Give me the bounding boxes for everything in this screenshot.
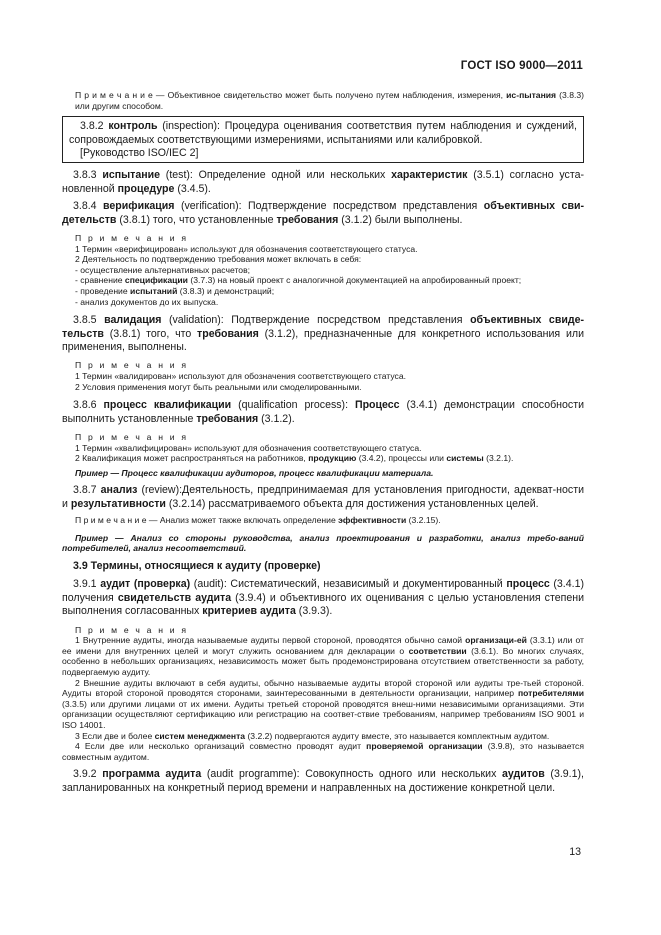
note-3-8-7: П р и м е ч а н и е — Анализ может также включать определение эффективности (3.2.15).	[75, 515, 441, 526]
example-3-8-6: Пример — Процесс квалификации аудиторов, процесс квалификации материала.	[75, 467, 434, 478]
page-content	[62, 90, 584, 799]
section-heading-3-9: 3.9 Термины, относящиеся к аудиту (проверке)	[73, 559, 321, 572]
note-label: П р и м е ч а н и е	[75, 90, 153, 100]
definition-box-3-8-2	[62, 116, 584, 163]
notes-label: П р и м е ч а н и я	[75, 233, 189, 244]
notes-3-8-6: П р и м е ч а н и я 1 Термин «квалифицирован» используют для обозначения соответствующего статуса. 2 Квалификация может распространяться на работников, продукцию (3.4.2), процессы или системы (3.2.1).	[75, 432, 514, 464]
definition-3-8-4: 3.8.4 верификация (verification): Подтверждение посредством представления объективных сви-детельств (3.8.1) того, что установленные требования (3.1.2) были выполнены.	[62, 200, 584, 226]
example-3-8-7: Пример — Анализ со стороны руководства, анализ проектирования и разработки, анализ требо-ваний потребителей, анализ несоответствий.	[62, 532, 584, 554]
doc-id-header: ГОСТ ISO 9000—2011	[460, 60, 583, 72]
definition-3-8-2: 3.8.2 контроль (inspection): Процедура оценивания соответствия путем наблюдения и суждений, сопровождаемых соответствующими измерениями, испытаниями или калибровкой.	[69, 120, 577, 146]
notes-3-8-4: П р и м е ч а н и я 1 Термин «верифицирован» используют для обозначения соответствующего статуса. 2 Деятельность по подтверждению требования может включать в себя: - осуществление альтернативных расчетов; - сравнение спецификации (3.7.3) на новый проект с аналогичной документацией на апробированный проект; - проведение испытаний (3.8.3) и демонстраций; - анализ документов до их выпуска.	[62, 233, 584, 307]
definition-3-8-3: 3.8.3 испытание (test): Определение одной или нескольких характеристик (3.5.1) согласно уста-новленной процедуре (3.4.5).	[62, 169, 584, 195]
notes-3-9-1: П р и м е ч а н и я 1 Внутренние аудиты, иногда называемые аудиты первой стороной, проводятся обычно самой организаци-ей (3.3.1) или от ее имени для внутренних целей и могут служить основанием для декларации о соответствии (3.6.1). Во многих случаях, особенно в небольших организациях, независимость может быть продемонстрирована отсутствием ответственности за работу, подвергаемую аудиту. 2 Внешние аудиты включают в себя аудиты, обычно называемые аудиты второй стороной или аудиты тре-тьей стороной. Аудиты второй стороной проводятся сторонами, заинтересованными в деятельности организации, например потребителями (3.3.5) или другими лицами от их имени. Аудиты третьей стороной проводятся внеш-ними независимыми организациями. Эти организации осуществляют сертификацию или регистрацию на соответ-ствие требованиям, например требованиям ISO 9001 и ISO 14001. 3 Если две и более систем менеджмента (3.2.2) подвергаются аудиту вместе, это называется комплектным аудитом. 4 Если две или несколько организаций совместно проводят аудит проверяемой организации (3.9.8), это называется совместным аудитом.	[62, 624, 584, 762]
definition-3-9-2: 3.9.2 программа аудита (audit programme): Совокупность одного или нескольких аудитов (3.9.1), запланированных на конкретный период времени и направленных на достижение конкретной цели.	[62, 768, 584, 794]
term: контроль	[108, 120, 158, 133]
definition-3-8-7: 3.8.7 анализ (review):Деятельность, предпринимаемая для установления пригодности, адекват-ности и результативности (3.2.14) рассматриваемого объекта для достижения установленных целей.	[62, 484, 584, 510]
definition-3-8-6: 3.8.6 процесс квалификации (qualification process): Процесс (3.4.1) демонстрации способности выполнить установленные требования (3.1.2).	[62, 399, 584, 425]
note-top: П р и м е ч а н и е — Объективное свидетельство может быть получено путем наблюдения, измерения, ис-пытания (3.8.3) или другим способом.	[75, 90, 585, 111]
reference: [Руководство ISO/IEC 2]	[80, 147, 199, 159]
notes-3-8-5: П р и м е ч а н и я 1 Термин «валидирован» используют для обозначения соответствующего статуса. 2 Условия применения могут быть реальными или смоделированными.	[75, 360, 406, 392]
definition-3-8-5: 3.8.5 валидация (validation): Подтверждение посредством представления объективных свиде-тельств (3.8.1) того, что требования (3.1.2), предназначенные для конкретного использования или применения, выполнены.	[62, 314, 584, 353]
page-number: 13	[569, 846, 581, 858]
definition-3-9-1: 3.9.1 аудит (проверка) (audit): Систематический, независимый и документированный процесс (3.4.1) получения свидетельств аудита (3.9.4) и объективного их оценивания с целью установления степени выполнения согласованных критериев аудита (3.9.3).	[62, 578, 585, 618]
